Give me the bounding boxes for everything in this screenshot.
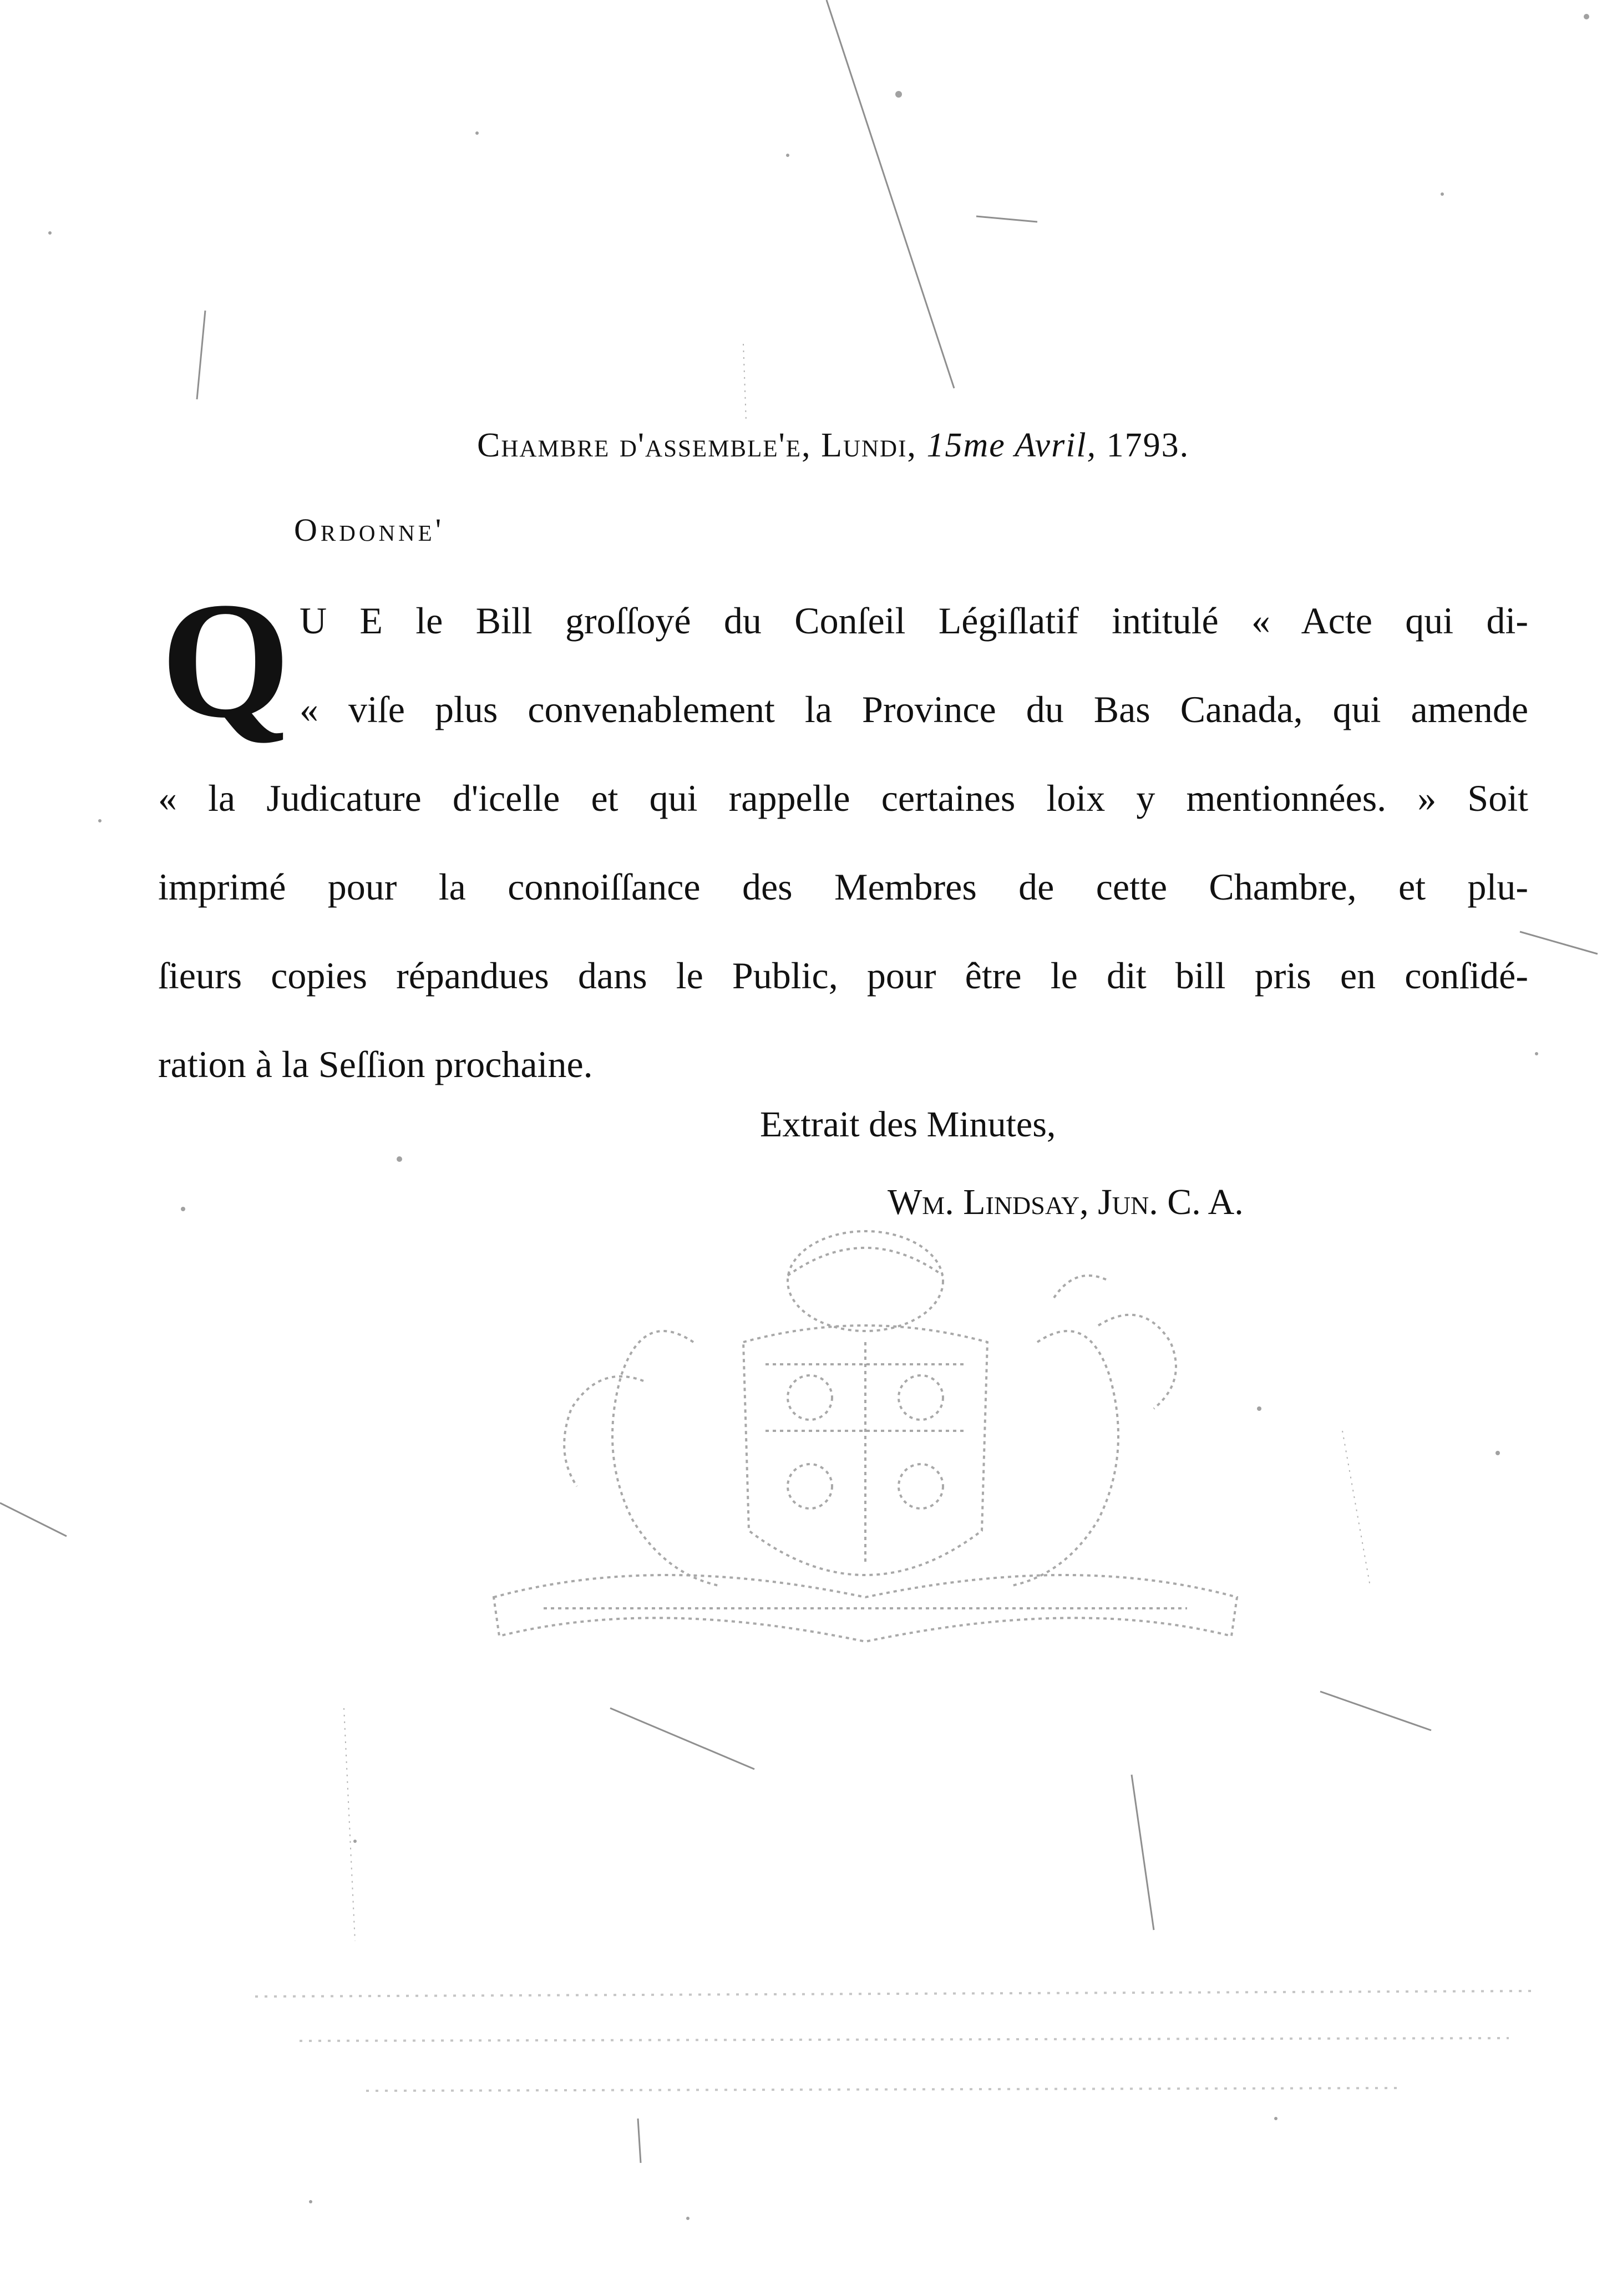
clerk-signature (888, 1181, 1244, 1223)
body-line-6: ration à la Seſſion prochaine. (158, 1043, 593, 1085)
body-line-4: imprimé pour la connoiſſance des Membres de cette Chambre, et plu- (158, 866, 1528, 908)
body-line-1: U E le Bill groſſoyé du Conſeil Légiſlatif intitulé « Acte qui di- (300, 600, 1528, 642)
session-year: 1793. (1106, 426, 1190, 464)
royal-coat-of-arms-stamp (433, 1198, 1298, 1697)
body-line-2: « viſe plus convenablement la Province du Bas Canada, qui amende (300, 688, 1528, 730)
ordonne-heading: Ordonne' (294, 512, 445, 548)
session-header (477, 426, 1531, 465)
body-line-3: « la Judicature d'icelle et qui rappelle certaines loix y mentionnées. » Soit (158, 777, 1528, 819)
drop-cap-letter: Q (161, 568, 291, 752)
session-day: Lundi, (821, 426, 917, 464)
signature-text: Wm. Lindsay, Jun. C. A. (888, 1182, 1244, 1222)
extract-note: Extrait des Minutes, (760, 1104, 1056, 1145)
chamber-name: Chambre d'assemble'e, (477, 426, 812, 464)
session-date: 15me Avril, (926, 426, 1097, 464)
body-line-5: ſieurs copies répandues dans le Public, pour être le dit bill pris en conſidé- (158, 954, 1528, 997)
bleed-through-marks (233, 1974, 1553, 2119)
